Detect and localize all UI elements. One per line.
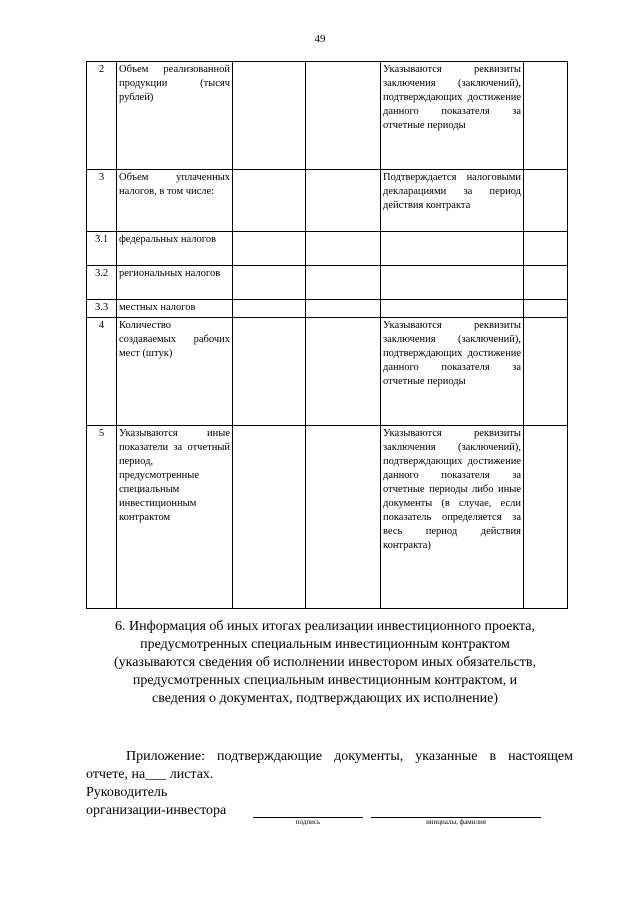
note-cell: [524, 62, 568, 170]
value-cell: [306, 266, 381, 300]
appendix-text: Приложение: подтверждающие документы, указанные в настоящем отчете, на___ листах.: [86, 749, 573, 782]
value-cell: [233, 266, 306, 300]
row-number: 3: [87, 170, 117, 232]
section-6-heading: [110, 618, 540, 708]
signer-title: [86, 784, 226, 820]
indicator-cell: региональных налогов: [117, 266, 233, 300]
page-number: 49: [314, 33, 326, 45]
note-cell: [524, 300, 568, 318]
section-6-subtitle: (указываются сведения об исполнении инвестором иных обязательств, предусмотренных специальным инвестиционным контрактом, и сведения о документах, подтверждающих их исполнение): [113, 655, 537, 706]
value-cell: [306, 300, 381, 318]
value-cell: [306, 62, 381, 170]
indicator-cell: Указываются иные показатели за отчетный период, предусмотренные специальным инвестиционным контрактом: [117, 426, 233, 609]
indicator-cell: Объем реализованной продукции (тысяч рублей): [117, 62, 233, 170]
name-caption: инициалы, фамилия: [426, 818, 486, 826]
table-row: [87, 300, 568, 318]
table-row: [87, 232, 568, 266]
confirmation-cell: Указываются реквизиты заключения (заключений), подтверждающих достижение данного показателя за отчетные периоды: [381, 318, 524, 426]
table-row: [87, 62, 568, 170]
table-row: [87, 170, 568, 232]
confirmation-cell: [381, 300, 524, 318]
value-cell: [233, 300, 306, 318]
note-cell: [524, 318, 568, 426]
confirmation-cell: Подтверждается налоговыми декларациями за период действия контракта: [381, 170, 524, 232]
value-cell: [233, 62, 306, 170]
signature-caption: подпись: [295, 818, 321, 826]
value-cell: [306, 426, 381, 609]
indicator-cell: местных налогов: [117, 300, 233, 318]
value-cell: [233, 232, 306, 266]
row-number: 2: [87, 62, 117, 170]
row-number: 4: [87, 318, 117, 426]
value-cell: [306, 318, 381, 426]
row-number: 5: [87, 426, 117, 609]
note-cell: [524, 266, 568, 300]
table-row: [87, 318, 568, 426]
confirmation-cell: [381, 232, 524, 266]
note-cell: [524, 426, 568, 609]
note-cell: [524, 170, 568, 232]
note-cell: [524, 232, 568, 266]
value-cell: [306, 170, 381, 232]
signer-title-line-2: организации-инвестора: [86, 803, 227, 818]
confirmation-cell: Указываются реквизиты заключения (заключений), подтверждающих достижение данного показателя за отчетные периоды либо иные документы (в случае, если показатель определяется за весь период действия контракта): [381, 426, 524, 609]
value-cell: [233, 318, 306, 426]
value-cell: [233, 170, 306, 232]
row-number: 3.1: [87, 232, 117, 266]
table-row: [87, 266, 568, 300]
value-cell: [306, 232, 381, 266]
signer-title-line-1: Руководитель: [86, 785, 168, 800]
indicator-cell: Объем уплаченных налогов, в том числе:: [117, 170, 233, 232]
results-table: [86, 61, 568, 609]
table-row: [87, 426, 568, 609]
confirmation-cell: [381, 266, 524, 300]
indicator-cell: федеральных налогов: [117, 232, 233, 266]
confirmation-cell: Указываются реквизиты заключения (заключений), подтверждающих достижение данного показателя за отчетные периоды: [381, 62, 524, 170]
row-number: 3.3: [87, 300, 117, 318]
value-cell: [233, 426, 306, 609]
row-number: 3.2: [87, 266, 117, 300]
section-6-title: 6. Информация об иных итогах реализации инвестиционного проекта, предусмотренных специальным инвестиционным контрактом: [115, 619, 535, 652]
indicator-cell: Количество создаваемых рабочих мест (штук): [117, 318, 233, 426]
